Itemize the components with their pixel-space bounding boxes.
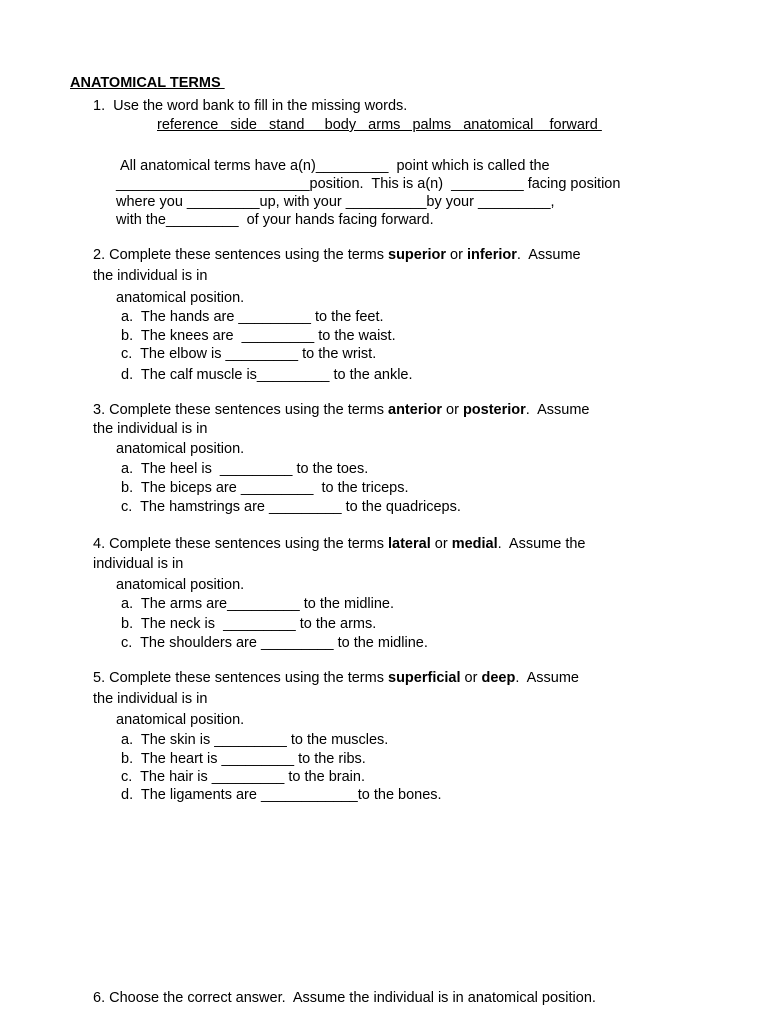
q4-text: or	[430, 536, 452, 552]
q1-paragraph-line: All anatomical terms have a(n)_________ point which is called the	[120, 158, 550, 174]
q2-instruction-line2: the individual is in	[93, 268, 208, 284]
q5-instruction-line2: the individual is in	[93, 691, 208, 707]
q3-term-1: anterior	[388, 402, 442, 418]
q5-item: c. The hair is _________ to the brain.	[121, 769, 365, 785]
q5-item: a. The skin is _________ to the muscles.	[121, 732, 389, 748]
q1-paragraph-line: ________________________position. This is a(n) _________ facing position	[116, 176, 621, 192]
q4-text: 4. Complete these sentences using the terms	[93, 536, 388, 552]
q2-item: c. The elbow is _________ to the wrist.	[121, 346, 377, 362]
q2-text: . Assume	[516, 247, 581, 263]
q3-item: c. The hamstrings are _________ to the quadriceps.	[121, 499, 461, 515]
q3-text: . Assume	[525, 402, 590, 418]
q3-item: a. The heel is _________ to the toes.	[121, 461, 369, 477]
q2-item: a. The hands are _________ to the feet.	[121, 309, 384, 325]
q3-item: b. The biceps are _________ to the triceps.	[121, 480, 409, 496]
q4-instruction-line2: individual is in	[93, 556, 184, 572]
page-title: ANATOMICAL TERMS	[70, 75, 225, 91]
q4-instruction-line3: anatomical position.	[116, 577, 245, 593]
q3-term-2: posterior	[462, 402, 526, 418]
q5-text: 5. Complete these sentences using the terms	[93, 670, 388, 686]
q5-instruction	[93, 669, 579, 687]
q2-term-1: superior	[388, 247, 447, 263]
q6-instruction: 6. Choose the correct answer. Assume the individual is in anatomical position.	[93, 990, 596, 1006]
q5-term-2: deep	[481, 670, 516, 686]
q4-item: b. The neck is _________ to the arms.	[121, 616, 377, 632]
q4-item: c. The shoulders are _________ to the midline.	[121, 635, 428, 651]
q1-instruction: 1. Use the word bank to fill in the missing words.	[93, 98, 408, 114]
q4-text: . Assume the	[497, 536, 586, 552]
q3-instruction-line3: anatomical position.	[116, 441, 245, 457]
q3-instruction-line2: the individual is in	[93, 421, 208, 437]
q4-instruction	[93, 535, 585, 553]
q4-item: a. The arms are_________ to the midline.	[121, 596, 394, 612]
q2-term-2: inferior	[466, 247, 517, 263]
q2-text: or	[446, 247, 467, 263]
q3-text: 3. Complete these sentences using the terms	[93, 402, 388, 418]
q5-text: or	[460, 670, 482, 686]
q2-item: b. The knees are _________ to the waist.	[121, 328, 396, 344]
q4-term-2: medial	[451, 536, 498, 552]
q5-instruction-line3: anatomical position.	[116, 712, 245, 728]
q5-item: d. The ligaments are ____________to the bones.	[121, 787, 442, 803]
word-bank: reference side stand body arms palms anatomical forward	[157, 117, 602, 133]
q2-instruction-line3: anatomical position.	[116, 290, 245, 306]
q3-text: or	[442, 402, 463, 418]
q1-paragraph-line: where you _________up, with your __________by your _________,	[116, 194, 555, 210]
q4-term-1: lateral	[388, 536, 431, 552]
q1-paragraph-line: with the_________ of your hands facing forward.	[116, 212, 434, 228]
q5-text: . Assume	[515, 670, 579, 686]
q2-item: d. The calf muscle is_________ to the ankle.	[121, 367, 413, 383]
q5-term-1: superficial	[388, 670, 461, 686]
q2-text: 2. Complete these sentences using the terms	[93, 247, 388, 263]
q3-instruction	[93, 401, 589, 419]
q5-item: b. The heart is _________ to the ribs.	[121, 751, 366, 767]
q2-instruction	[93, 246, 581, 264]
